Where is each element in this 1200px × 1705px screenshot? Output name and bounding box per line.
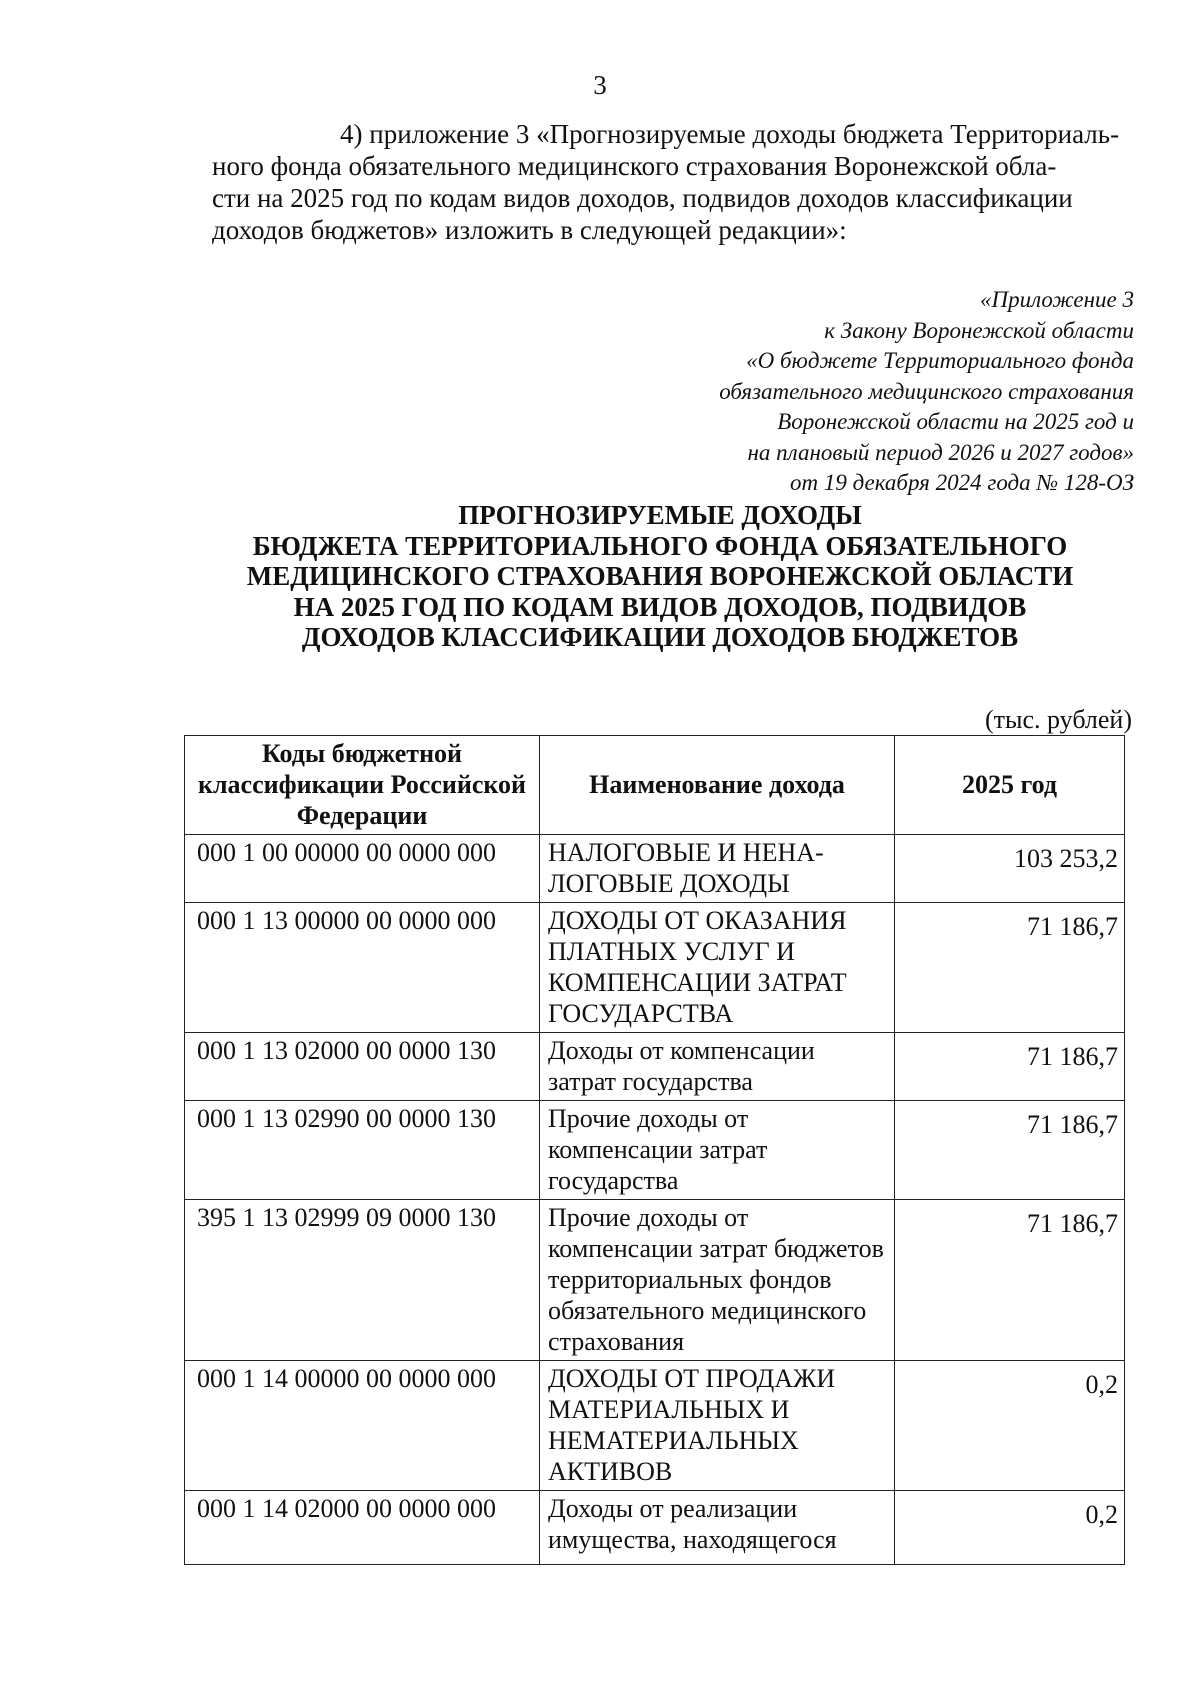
table-row: [185, 903, 1125, 1033]
row-name: Прочие доходы от компенсации затрат государства: [540, 1101, 895, 1200]
row-name: Доходы от компенсации затрат государства: [540, 1033, 895, 1101]
annex-line: на плановый период 2026 и 2027 годов»: [747, 439, 1134, 465]
document-title: [160, 500, 1160, 653]
annex-line: обязательного медицинского страхования: [719, 378, 1134, 404]
table-row: [185, 835, 1125, 903]
table-row: [185, 1491, 1125, 1565]
table-row: [185, 1033, 1125, 1101]
row-name: ДОХОДЫ ОТ ОКАЗАНИЯ ПЛАТНЫХ УСЛУГ И КОМПЕНСАЦИИ ЗАТРАТ ГОСУДАРСТВА: [540, 903, 895, 1033]
revenue-table: [184, 735, 1125, 1565]
row-amount: 0,2: [895, 1491, 1125, 1565]
row-amount: 71 186,7: [895, 1033, 1125, 1101]
row-code: 395 1 13 02999 09 0000 130: [185, 1200, 540, 1361]
intro-paragraph: [212, 118, 1134, 246]
row-name: ДОХОДЫ ОТ ПРОДАЖИ МАТЕРИАЛЬНЫХ И НЕМАТЕРИАЛЬНЫХ АКТИВОВ: [540, 1361, 895, 1491]
header-year: 2025 год: [895, 736, 1125, 835]
table-header-row: [185, 736, 1125, 835]
row-code: 000 1 13 02990 00 0000 130: [185, 1101, 540, 1200]
annex-line: к Закону Воронежской области: [824, 317, 1134, 343]
annex-line: от 19 декабря 2024 года № 128-ОЗ: [789, 470, 1134, 495]
annex-line: Воронежской области на 2025 год и: [777, 409, 1134, 434]
row-name: НАЛОГОВЫЕ И НЕНА-ЛОГОВЫЕ ДОХОДЫ: [540, 835, 895, 903]
row-code: 000 1 14 02000 00 0000 000: [185, 1491, 540, 1565]
row-amount: 0,2: [895, 1361, 1125, 1491]
row-amount: 103 253,2: [895, 835, 1125, 903]
table-row: [185, 1101, 1125, 1200]
row-amount: 71 186,7: [895, 1101, 1125, 1200]
units-label: (тыс. рублей): [984, 705, 1132, 734]
page-number: 3: [593, 70, 607, 100]
row-code: 000 1 14 00000 00 0000 000: [185, 1361, 540, 1491]
intro-line: 4) приложение 3 «Прогнозируемые доходы бюджета Территориаль-: [340, 119, 1120, 149]
title-line: БЮДЖЕТА ТЕРРИТОРИАЛЬНОГО ФОНДА ОБЯЗАТЕЛЬНОГО: [252, 530, 1068, 561]
row-amount: 71 186,7: [895, 1200, 1125, 1361]
row-name: Доходы от реализации имущества, находящегося: [540, 1491, 895, 1565]
header-code: Коды бюджетной классификации Российской Федерации: [185, 736, 540, 835]
row-amount: 71 186,7: [895, 903, 1125, 1033]
table-row: [185, 1200, 1125, 1361]
annex-line: «Приложение 3: [979, 287, 1134, 312]
row-code: 000 1 13 00000 00 0000 000: [185, 903, 540, 1033]
annex-line: «О бюджете Территориального фонда: [746, 348, 1134, 373]
intro-line: сти на 2025 год по кодам видов доходов, подвидов доходов классификации: [212, 183, 1073, 213]
row-code: 000 1 13 02000 00 0000 130: [185, 1033, 540, 1101]
annex-reference: [434, 285, 1134, 499]
intro-line: ного фонда обязательного медицинского страхования Воронежской обла-: [212, 151, 1057, 181]
title-line: ДОХОДОВ КЛАССИФИКАЦИИ ДОХОДОВ БЮДЖЕТОВ: [301, 622, 1019, 652]
title-line: МЕДИЦИНСКОГО СТРАХОВАНИЯ ВОРОНЕЖСКОЙ ОБЛАСТИ: [246, 561, 1074, 591]
table-row: [185, 1361, 1125, 1491]
row-name: Прочие доходы от компенсации затрат бюджетов территориальных фондов обязательного медицинского страхования: [540, 1200, 895, 1361]
intro-line: доходов бюджетов» изложить в следующей редакции»:: [212, 215, 847, 245]
row-code: 000 1 00 00000 00 0000 000: [185, 835, 540, 903]
title-line: НА 2025 ГОД ПО КОДАМ ВИДОВ ДОХОДОВ, ПОДВИДОВ: [293, 591, 1027, 622]
title-line: ПРОГНОЗИРУЕМЫЕ ДОХОДЫ: [458, 500, 862, 530]
header-name: Наименование дохода: [540, 736, 895, 835]
